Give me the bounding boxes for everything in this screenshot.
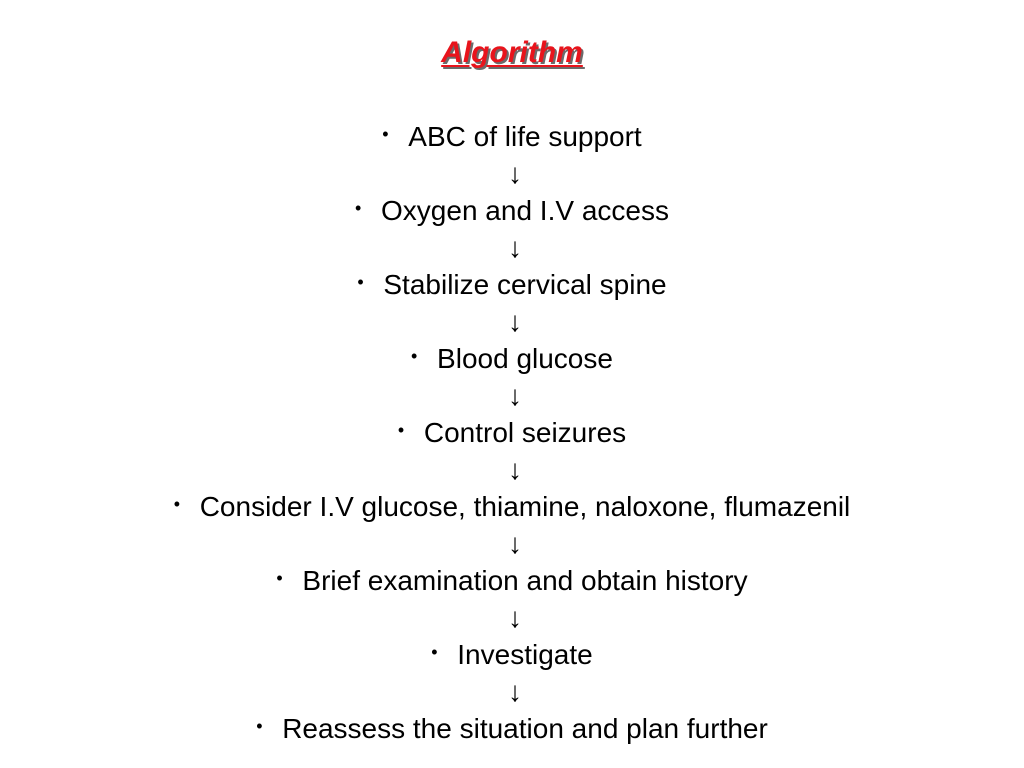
step-investigate (431, 635, 592, 675)
down-arrow-icon: ↓ (508, 380, 522, 411)
step-label: Blood glucose (437, 343, 613, 374)
bullet-icon: • (276, 568, 283, 588)
bullet-icon: • (397, 420, 405, 440)
bullet-icon: • (411, 346, 418, 366)
step-label: Oxygen and I.V access (381, 195, 669, 226)
down-arrow-icon: ↓ (508, 676, 522, 707)
bullet-icon: • (173, 494, 181, 514)
step-label: Control seizures (423, 417, 627, 448)
down-arrow-icon: ↓ (508, 454, 522, 485)
step-reassess (256, 709, 768, 749)
down-arrow-icon: ↓ (508, 602, 522, 633)
step-label: Consider I.V glucose, thiamine, naloxone, flumazenil (199, 491, 851, 522)
bullet-icon: • (355, 198, 362, 218)
down-arrow-icon: ↓ (508, 158, 522, 189)
bullet-icon: • (431, 642, 438, 662)
step-control-seizures (398, 413, 626, 453)
down-arrow-icon: ↓ (508, 528, 522, 559)
down-arrow-icon: ↓ (508, 232, 522, 263)
bullet-icon: • (357, 272, 364, 292)
step-stabilize-cervical-spine (357, 265, 666, 305)
step-oxygen-iv-access (355, 191, 669, 231)
bullet-icon: • (256, 716, 263, 736)
step-label: Stabilize cervical spine (383, 269, 667, 300)
step-label: Reassess the situation and plan further (282, 713, 768, 744)
step-label: Investigate (457, 639, 593, 670)
step-label: Brief examination and obtain history (302, 565, 748, 596)
down-arrow-icon: ↓ (508, 306, 522, 337)
step-abc-life-support (382, 117, 641, 157)
bullet-icon: • (382, 124, 389, 144)
step-consider-iv-glucose (174, 487, 851, 527)
slide-title: Algorithm (441, 36, 583, 69)
algorithm-flowchart (0, 117, 1024, 749)
step-blood-glucose (411, 339, 613, 379)
step-label: ABC of life support (408, 121, 642, 152)
step-brief-examination (276, 561, 747, 601)
